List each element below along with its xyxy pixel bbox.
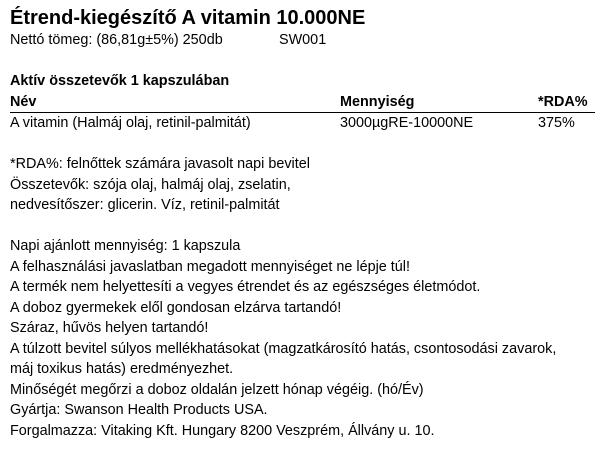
daily-dose: Napi ajánlott mennyiség: 1 kapszula [10, 238, 241, 254]
product-code: SW001 [279, 32, 327, 48]
net-weight-row [10, 30, 595, 51]
overdose-warning-line-2: máj toxikus hatás) eredményezhet. [10, 361, 234, 377]
keep-away-children: A doboz gyermekek elől gondosan elzárva tartandó! [10, 299, 342, 316]
product-label [10, 6, 595, 441]
ingredient-rda: 375% [538, 115, 575, 131]
ingredients-line-1: Összetevők: szója olaj, halmáj olaj, zselatin, [10, 176, 291, 193]
column-header-name: Név [10, 93, 37, 110]
ingredients-table-heading: Aktív összetevők 1 kapszulában [10, 73, 230, 89]
storage-note: Száraz, hűvös helyen tartandó! [10, 320, 209, 336]
overdose-warning-line-1: A túlzott bevitel súlyos mellékhatásokat (magzatkárosító hatás, csontosodási zavarok, [10, 340, 557, 357]
not-substitute-note: A termék nem helyettesíti a vegyes étrendet és az egészséges életmódot. [10, 279, 481, 295]
best-before-note: Minőségét megőrzi a doboz oldalán jelzett hónap végéig. (hó/Év) [10, 381, 424, 398]
column-header-amount: Mennyiség [340, 93, 415, 110]
ingredient-name: A vitamin (Halmáj olaj, retinil-palmitát) [10, 115, 251, 131]
ingredient-amount: 3000µgRE-10000NE [340, 115, 474, 131]
column-header-rda: *RDA% [538, 93, 588, 110]
table-row [10, 113, 595, 134]
spacer [10, 216, 595, 237]
spacer [10, 134, 595, 155]
manufacturer: Gyártja: Swanson Health Products USA. [10, 402, 268, 418]
distributor: Forgalmazza: Vitaking Kft. Hungary 8200 Veszprém, Állvány u. 10. [10, 422, 435, 439]
rda-note: *RDA%: felnőttek számára javasolt napi bevitel [10, 156, 310, 172]
spacer [10, 51, 595, 72]
table-header-row [10, 92, 595, 114]
ingredients-line-2: nedvesítőszer: glicerin. Víz, retinil-palmitát [10, 197, 280, 213]
product-title: Étrend-kiegészítő A vitamin 10.000NE [10, 7, 366, 29]
dose-warning: A felhasználási javaslatban megadott mennyiséget ne lépje túl! [10, 258, 410, 275]
net-weight: Nettó tömeg: (86,81g±5%) 250db [10, 32, 223, 48]
